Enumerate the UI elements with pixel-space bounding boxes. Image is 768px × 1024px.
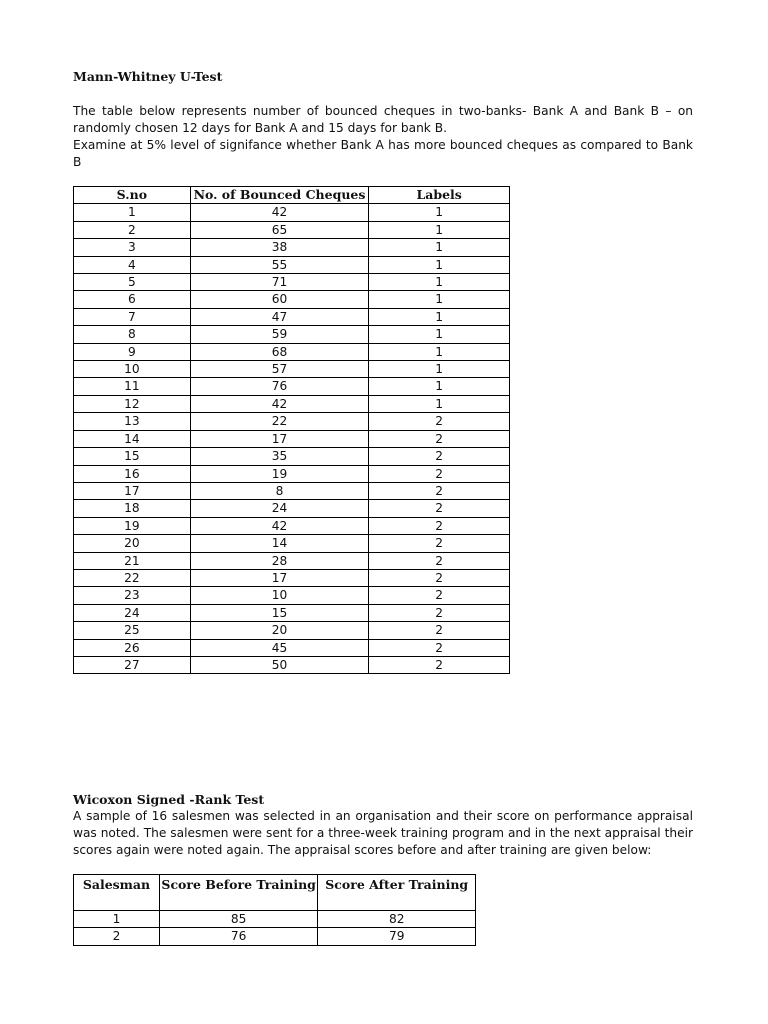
cell-label: 2: [369, 465, 510, 482]
cell-score-after: 79: [318, 928, 476, 945]
cell-bounced-cheques: 42: [190, 395, 369, 412]
table-header-row: [74, 187, 510, 204]
cell-sno: 8: [74, 326, 191, 343]
column-header-score-before: Score Before Training: [159, 875, 318, 911]
cell-bounced-cheques: 57: [190, 361, 369, 378]
table-row: [74, 587, 510, 604]
cell-sno: 12: [74, 395, 191, 412]
cell-sno: 20: [74, 535, 191, 552]
cell-label: 2: [369, 569, 510, 586]
cell-bounced-cheques: 76: [190, 378, 369, 395]
table-row: [74, 239, 510, 256]
cell-sno: 5: [74, 274, 191, 291]
cell-label: 2: [369, 500, 510, 517]
cell-bounced-cheques: 19: [190, 465, 369, 482]
cell-bounced-cheques: 20: [190, 622, 369, 639]
cell-sno: 27: [74, 656, 191, 673]
cell-label: 2: [369, 587, 510, 604]
cell-bounced-cheques: 24: [190, 500, 369, 517]
table-row: [74, 448, 510, 465]
table-row: [74, 517, 510, 534]
cell-bounced-cheques: 42: [190, 204, 369, 221]
cell-bounced-cheques: 45: [190, 639, 369, 656]
cell-label: 2: [369, 535, 510, 552]
cell-label: 1: [369, 221, 510, 238]
table-row: [74, 221, 510, 238]
cell-label: 2: [369, 622, 510, 639]
cell-sno: 7: [74, 308, 191, 325]
cell-sno: 22: [74, 569, 191, 586]
cell-bounced-cheques: 22: [190, 413, 369, 430]
table-row: [74, 928, 476, 945]
mann-whitney-paragraph-2: Examine at 5% level of signifance whether Bank A has more bounced cheques as compared to Bank B: [73, 138, 693, 169]
table-row: [74, 204, 510, 221]
cell-bounced-cheques: 14: [190, 535, 369, 552]
cell-sno: 13: [74, 413, 191, 430]
cell-sno: 17: [74, 482, 191, 499]
cell-bounced-cheques: 10: [190, 587, 369, 604]
cell-sno: 24: [74, 604, 191, 621]
cell-label: 1: [369, 361, 510, 378]
table-row: [74, 911, 476, 928]
bounced-cheques-table: [73, 186, 510, 674]
cell-bounced-cheques: 17: [190, 569, 369, 586]
cell-sno: 3: [74, 239, 191, 256]
table-row: [74, 604, 510, 621]
cell-sno: 16: [74, 465, 191, 482]
cell-bounced-cheques: 35: [190, 448, 369, 465]
cell-bounced-cheques: 55: [190, 256, 369, 273]
table-header-row: [74, 875, 476, 911]
table-row: [74, 639, 510, 656]
cell-label: 2: [369, 482, 510, 499]
mann-whitney-heading: Mann-Whitney U-Test: [73, 69, 223, 84]
cell-label: 1: [369, 343, 510, 360]
cell-sno: 11: [74, 378, 191, 395]
cell-bounced-cheques: 42: [190, 517, 369, 534]
cell-sno: 6: [74, 291, 191, 308]
cell-sno: 10: [74, 361, 191, 378]
cell-sno: 18: [74, 500, 191, 517]
table-row: [74, 256, 510, 273]
table-row: [74, 395, 510, 412]
cell-label: 2: [369, 517, 510, 534]
cell-sno: 25: [74, 622, 191, 639]
cell-label: 1: [369, 291, 510, 308]
table-row: [74, 326, 510, 343]
table-row: [74, 291, 510, 308]
cell-label: 1: [369, 204, 510, 221]
table-row: [74, 413, 510, 430]
cell-bounced-cheques: 15: [190, 604, 369, 621]
table-row: [74, 430, 510, 447]
table-row: [74, 378, 510, 395]
cell-label: 1: [369, 395, 510, 412]
table-row: [74, 308, 510, 325]
cell-bounced-cheques: 17: [190, 430, 369, 447]
cell-sno: 9: [74, 343, 191, 360]
cell-label: 1: [369, 274, 510, 291]
cell-bounced-cheques: 65: [190, 221, 369, 238]
table-row: [74, 465, 510, 482]
column-header-bounced-cheques: No. of Bounced Cheques: [190, 187, 369, 204]
cell-bounced-cheques: 68: [190, 343, 369, 360]
cell-sno: 21: [74, 552, 191, 569]
table-row: [74, 500, 510, 517]
cell-score-before: 85: [159, 911, 318, 928]
cell-label: 2: [369, 552, 510, 569]
appraisal-scores-table: [73, 874, 476, 946]
cell-bounced-cheques: 28: [190, 552, 369, 569]
table-row: [74, 535, 510, 552]
cell-sno: 23: [74, 587, 191, 604]
cell-label: 1: [369, 308, 510, 325]
cell-sno: 26: [74, 639, 191, 656]
cell-salesman: 2: [74, 928, 160, 945]
table-row: [74, 361, 510, 378]
mann-whitney-paragraph-1: The table below represents number of bounced cheques in two-banks- Bank A and Bank B – on randomly chosen 12 days for Bank A and 15 days for bank B.: [73, 104, 693, 135]
cell-sno: 15: [74, 448, 191, 465]
cell-bounced-cheques: 8: [190, 482, 369, 499]
table-row: [74, 482, 510, 499]
column-header-salesman: Salesman: [74, 875, 160, 911]
cell-label: 2: [369, 413, 510, 430]
table-row: [74, 569, 510, 586]
wilcoxon-heading: Wicoxon Signed -Rank Test: [73, 792, 265, 807]
table-row: [74, 656, 510, 673]
column-header-score-after: Score After Training: [318, 875, 476, 911]
cell-score-before: 76: [159, 928, 318, 945]
cell-label: 2: [369, 604, 510, 621]
cell-label: 1: [369, 326, 510, 343]
cell-sno: 2: [74, 221, 191, 238]
wilcoxon-paragraph: A sample of 16 salesmen was selected in an organisation and their score on performance appraisal was noted. The salesmen were sent for a three-week training program and in the next appraisal their scores again were noted again. The appraisal scores before and after training are given below:: [73, 809, 693, 857]
cell-sno: 19: [74, 517, 191, 534]
cell-bounced-cheques: 59: [190, 326, 369, 343]
cell-label: 2: [369, 656, 510, 673]
column-header-labels: Labels: [369, 187, 510, 204]
table-row: [74, 552, 510, 569]
cell-bounced-cheques: 60: [190, 291, 369, 308]
cell-sno: 14: [74, 430, 191, 447]
cell-sno: 1: [74, 204, 191, 221]
cell-label: 1: [369, 378, 510, 395]
cell-label: 2: [369, 639, 510, 656]
cell-label: 2: [369, 430, 510, 447]
cell-bounced-cheques: 38: [190, 239, 369, 256]
table-row: [74, 622, 510, 639]
cell-label: 1: [369, 256, 510, 273]
cell-label: 1: [369, 239, 510, 256]
column-header-sno: S.no: [74, 187, 191, 204]
table-row: [74, 274, 510, 291]
cell-label: 2: [369, 448, 510, 465]
table-row: [74, 343, 510, 360]
cell-sno: 4: [74, 256, 191, 273]
cell-score-after: 82: [318, 911, 476, 928]
cell-bounced-cheques: 50: [190, 656, 369, 673]
cell-salesman: 1: [74, 911, 160, 928]
cell-bounced-cheques: 47: [190, 308, 369, 325]
cell-bounced-cheques: 71: [190, 274, 369, 291]
